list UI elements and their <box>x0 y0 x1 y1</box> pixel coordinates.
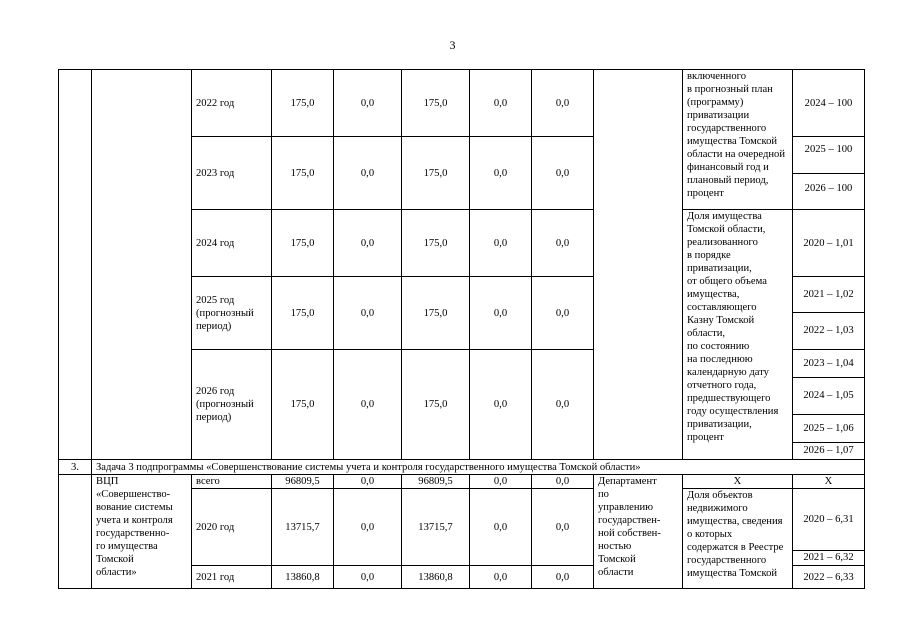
value-cell: 0,0 <box>334 566 402 589</box>
value-cell: 0,0 <box>334 350 402 460</box>
value-cell: 0,0 <box>334 489 402 566</box>
value-cell: 96809,5 <box>402 475 470 489</box>
value-cell: 13860,8 <box>272 566 334 589</box>
value-cell: 175,0 <box>272 350 334 460</box>
value-cell: 175,0 <box>272 210 334 277</box>
value-cell: 0,0 <box>470 137 532 210</box>
value-cell: 0,0 <box>334 475 402 489</box>
value-cell: 175,0 <box>402 350 470 460</box>
target-cell: 2026 – 100 <box>804 182 853 194</box>
target-cell: 2023 – 1,04 <box>793 350 864 378</box>
value-cell: 0,0 <box>532 475 594 489</box>
table-row <box>59 460 865 475</box>
task-number: 3. <box>59 460 92 475</box>
target-stack <box>793 137 865 210</box>
value-cell: 175,0 <box>402 277 470 350</box>
indicator-cell: Доля объектов недвижимого имущества, сведения о которых содержатся в Реестре государственного имущества Томской <box>683 489 793 589</box>
value-cell: 175,0 <box>272 70 334 137</box>
value-cell: 175,0 <box>402 70 470 137</box>
target-cell: 2025 – 1,06 <box>793 415 864 443</box>
value-cell: 13715,7 <box>402 489 470 566</box>
table-row <box>59 70 865 137</box>
value-cell: 0,0 <box>532 210 594 277</box>
name-cell <box>92 70 192 460</box>
target-stack <box>793 350 865 460</box>
value-cell: 0,0 <box>470 350 532 460</box>
period-cell: всего <box>192 475 272 489</box>
value-cell: 0,0 <box>470 210 532 277</box>
value-cell: 0,0 <box>334 137 402 210</box>
target-cell: 2020 – 6,31 <box>793 489 864 551</box>
value-cell: 175,0 <box>402 210 470 277</box>
value-cell: 175,0 <box>272 277 334 350</box>
target-cell: 2022 – 1,03 <box>803 325 854 336</box>
value-cell: 0,0 <box>532 489 594 566</box>
target-stack <box>793 489 865 566</box>
indicator-cell: Доля имущества Томской области, реализованного в порядке приватизации, от общего объема имущества, составляющего Казну Томской области, по состоянию на последнюю календарную дату отчетного года, предшествующего году осуществления приватизации, процент <box>683 210 793 460</box>
period-cell: 2020 год <box>192 489 272 566</box>
executor-cell <box>594 70 683 460</box>
value-cell: 0,0 <box>470 475 532 489</box>
value-cell: 0,0 <box>470 70 532 137</box>
value-cell: 175,0 <box>272 137 334 210</box>
target-cell: 2026 – 1,07 <box>803 445 854 456</box>
task-title: Задача 3 подпрограммы «Совершенствование системы учета и контроля государственного имущества Томской области» <box>92 460 865 475</box>
value-cell: 0,0 <box>532 566 594 589</box>
value-cell: 0,0 <box>532 350 594 460</box>
period-cell: 2025 год (прогнозный период) <box>192 277 272 350</box>
number-cell <box>59 475 92 589</box>
period-cell: 2023 год <box>192 137 272 210</box>
target-cell: 2020 – 1,01 <box>793 210 865 277</box>
value-cell: 0,0 <box>334 277 402 350</box>
target-cell: 2022 – 6,33 <box>793 566 865 589</box>
value-cell: 0,0 <box>532 277 594 350</box>
value-cell: 0,0 <box>532 137 594 210</box>
target-cell: 2025 – 100 <box>793 141 864 174</box>
target-cell: 2024 – 1,05 <box>793 378 864 415</box>
value-cell: 0,0 <box>470 489 532 566</box>
period-cell: 2021 год <box>192 566 272 589</box>
page-number: 3 <box>449 38 456 52</box>
value-cell: 13715,7 <box>272 489 334 566</box>
indicator-cell: включенного в прогнозный план (программу) приватизации государственного имущества Томской области на очередной финансовый год и плановый период, процент <box>683 70 793 210</box>
indicator-header: Х <box>683 475 793 489</box>
target-header: Х <box>793 475 865 489</box>
target-cell: 2021 – 6,32 <box>803 552 854 563</box>
value-cell: 13860,8 <box>402 566 470 589</box>
vcp-name-cell: ВЦП «Совершенство- вование системы учета и контроля государственно- го имущества Томской области» <box>92 475 192 589</box>
number-cell <box>59 70 92 460</box>
executor-cell: Департамент по управлению государствен- ной собствен- ностью Томской области <box>594 475 683 589</box>
value-cell: 0,0 <box>470 566 532 589</box>
program-table <box>58 69 865 589</box>
period-cell: 2024 год <box>192 210 272 277</box>
value-cell: 96809,5 <box>272 475 334 489</box>
value-cell: 175,0 <box>402 137 470 210</box>
table-row <box>59 475 865 489</box>
target-cell: 2024 – 100 <box>793 70 865 137</box>
target-stack <box>793 277 865 350</box>
value-cell: 0,0 <box>334 210 402 277</box>
target-cell: 2021 – 1,02 <box>793 277 864 313</box>
value-cell: 0,0 <box>532 70 594 137</box>
value-cell: 0,0 <box>470 277 532 350</box>
period-cell: 2026 год (прогнозный период) <box>192 350 272 460</box>
value-cell: 0,0 <box>334 70 402 137</box>
period-cell: 2022 год <box>192 70 272 137</box>
